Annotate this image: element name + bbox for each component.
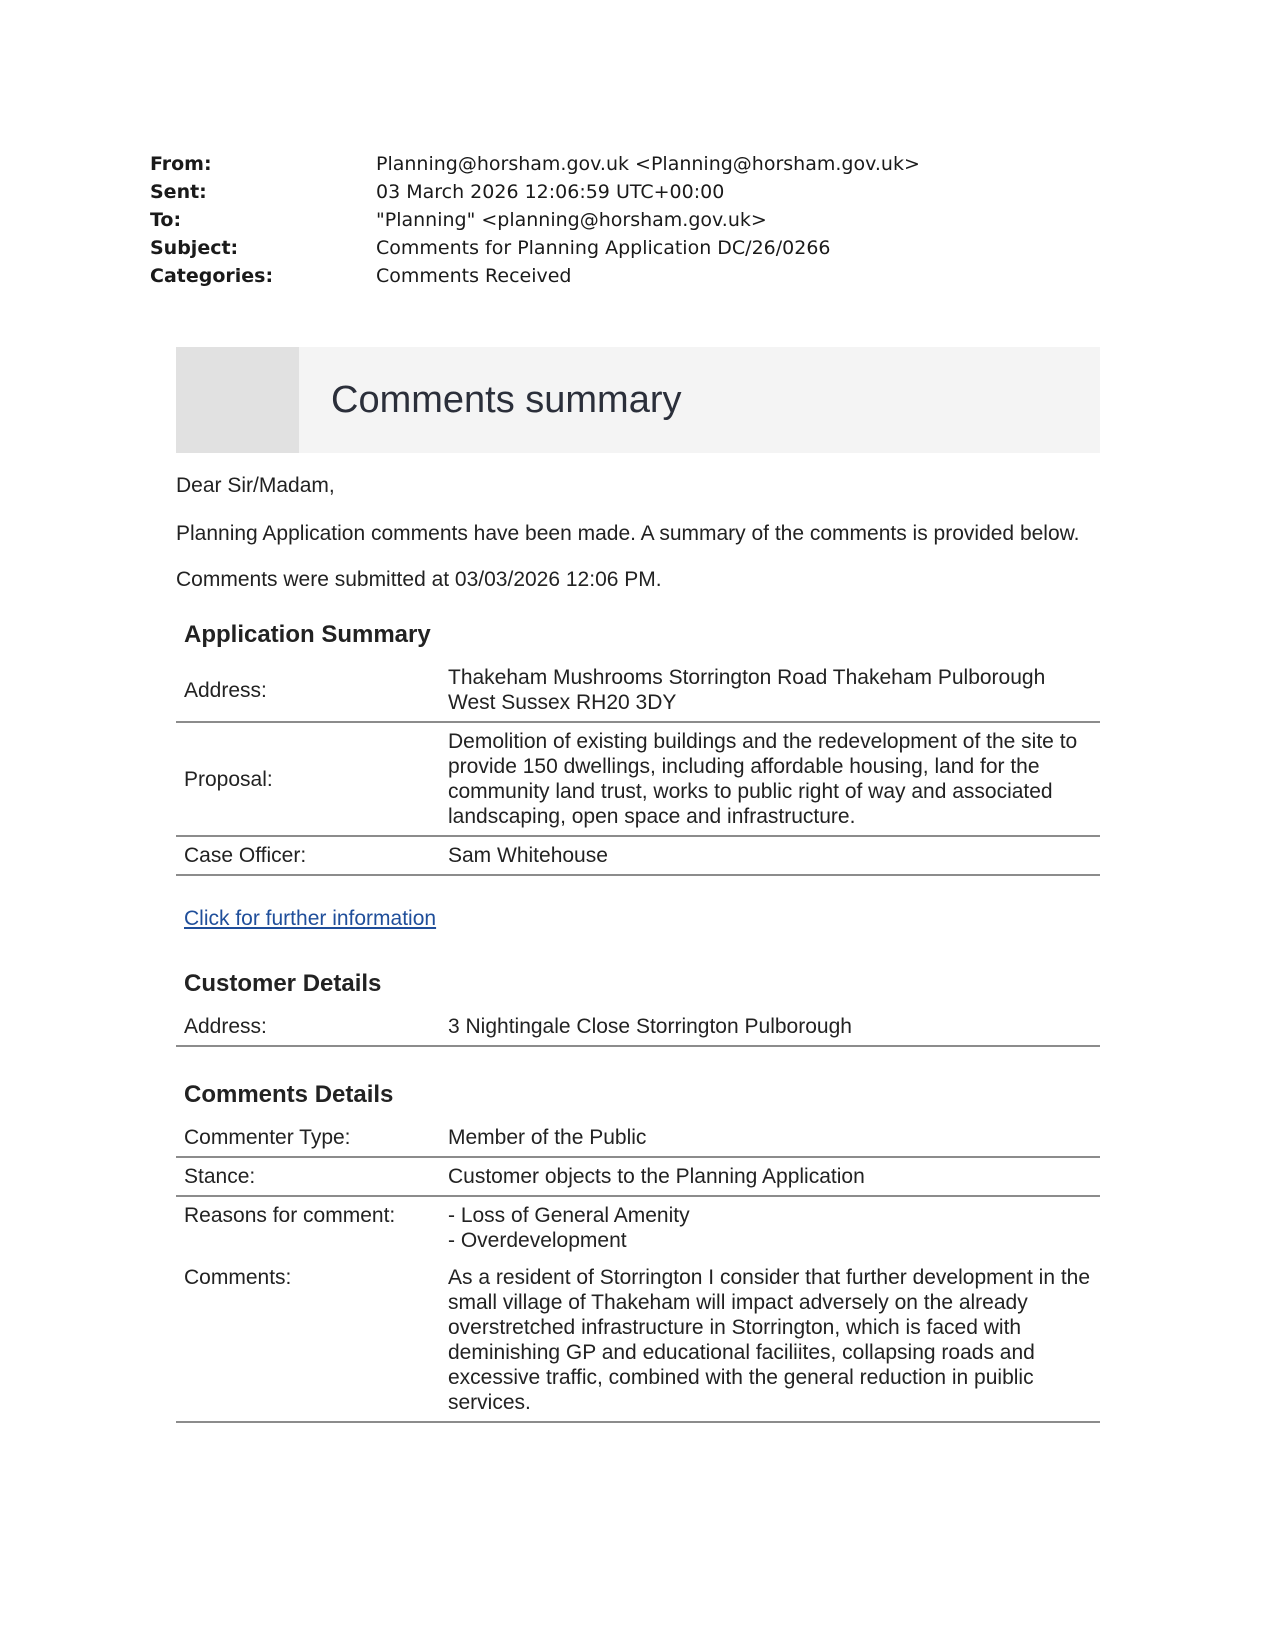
- from-label: From:: [150, 153, 212, 175]
- further-info-wrap: [176, 906, 1100, 932]
- subject-row: [150, 234, 1150, 262]
- to-row: [150, 206, 1150, 234]
- application-summary-table: [176, 659, 1100, 876]
- to-value: "Planning" <planning@horsham.gov.uk>: [376, 209, 767, 231]
- greeting: Dear Sir/Madam,: [176, 474, 335, 497]
- to-label: To:: [150, 209, 182, 231]
- commenter-type-label: Commenter Type:: [176, 1119, 440, 1157]
- further-information-link[interactable]: Click for further information: [184, 907, 437, 930]
- stance-value: Customer objects to the Planning Application: [440, 1157, 1100, 1196]
- from-value: Planning@horsham.gov.uk <Planning@horsham.gov.uk>: [376, 153, 920, 175]
- address-value: Thakeham Mushrooms Storrington Road Thakeham Pulborough West Sussex RH20 3DY: [440, 659, 1100, 722]
- subject-value: Comments for Planning Application DC/26/0266: [376, 237, 831, 259]
- reasons-value: - Loss of General Amenity - Overdevelopment: [448, 1204, 690, 1252]
- email-header: [150, 150, 1150, 290]
- from-row: [150, 150, 1150, 178]
- table-row: [176, 1119, 1100, 1157]
- categories-row: [150, 262, 1150, 290]
- banner-title: Comments summary: [331, 379, 682, 421]
- customer-details-title: Customer Details: [184, 970, 382, 997]
- banner-accent: [176, 347, 299, 453]
- categories-value: Comments Received: [376, 265, 572, 287]
- comments-details-table: [176, 1119, 1100, 1423]
- sent-value: 03 March 2026 12:06:59 UTC+00:00: [376, 181, 725, 203]
- subject-label: Subject:: [150, 237, 239, 259]
- categories-label: Categories:: [150, 265, 274, 287]
- stance-label: Stance:: [176, 1157, 440, 1196]
- email-body: [176, 347, 1100, 1423]
- table-row: [176, 722, 1100, 836]
- customer-details-table: [176, 1008, 1100, 1047]
- application-summary-title: Application Summary: [184, 621, 431, 648]
- comments-summary-banner: [176, 347, 1100, 453]
- proposal-value: Demolition of existing buildings and the redevelopment of the site to provide 150 dwellings, including affordable housing, land for the community land trust, works to public right of way and associated landscaping, open space and infrastructure.: [440, 722, 1100, 836]
- reasons-label: Reasons for comment:: [184, 1204, 396, 1227]
- proposal-label: Proposal:: [176, 722, 440, 836]
- case-officer-value: Sam Whitehouse: [440, 836, 1100, 875]
- table-row: [176, 1196, 1100, 1259]
- submitted-text: Comments were submitted at 03/03/2026 12:06 PM.: [176, 568, 662, 591]
- address-label: Address:: [176, 659, 440, 722]
- comments-details-title: Comments Details: [184, 1081, 394, 1108]
- commenter-type-value: Member of the Public: [440, 1119, 1100, 1157]
- table-row: [176, 836, 1100, 875]
- customer-address-value: 3 Nightingale Close Storrington Pulborough: [440, 1008, 1100, 1046]
- comments-value: As a resident of Storrington I consider that further development in the small village of Thakeham will impact adversely on the already overstretched infrastructure in Storrington, which is faced with deminishing GP and educational faciliites, collapsing roads and excessive traffic, combined with the general reduction in puiblic services.: [440, 1259, 1100, 1422]
- table-row: [176, 659, 1100, 722]
- table-row: [176, 1157, 1100, 1196]
- comments-label: Comments:: [176, 1259, 440, 1422]
- customer-address-label: Address:: [176, 1008, 440, 1046]
- sent-label: Sent:: [150, 181, 207, 203]
- table-row: [176, 1008, 1100, 1046]
- table-row: [176, 1259, 1100, 1422]
- intro-paragraph: Planning Application comments have been made. A summary of the comments is provided below.: [176, 522, 1080, 545]
- case-officer-label: Case Officer:: [176, 836, 440, 875]
- sent-row: [150, 178, 1150, 206]
